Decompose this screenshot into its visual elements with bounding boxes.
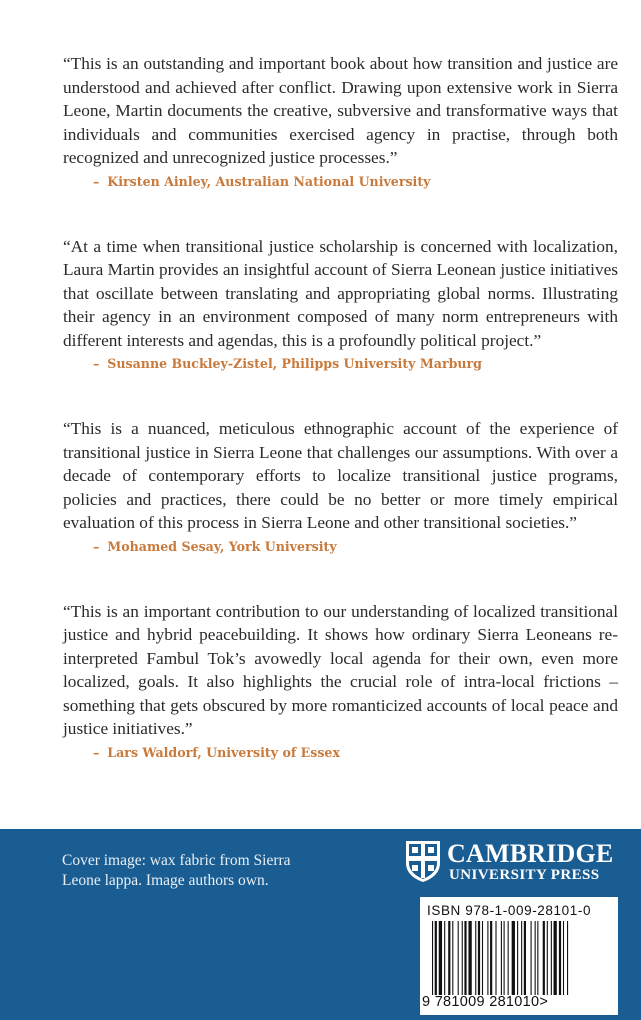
endorsement-text: “This is an outstanding and important book about how transition and justice are understood and achieved after conflict. Drawing upon extensive work in Sierra Leone, Martin documents the creative, subversive and transformative ways that individuals and communities exercised agency in practise, through both recognized and unrecognized justice processes.” [63, 54, 618, 167]
endorsement [63, 417, 618, 554]
publisher-subtitle: UNIVERSITY PRESS [449, 867, 600, 883]
publisher-logo [404, 839, 619, 891]
endorsement [63, 52, 618, 189]
endorsement-text: “This is a nuanced, meticulous ethnographic account of the experience of transitional justice in Sierra Leone that challenges our assumptions. With over a decade of contemporary efforts to localize transitional justice programs, policies and practices, there could be no better or more timely empirical evaluation of this process in Sierra Leone and other transitional societies.” [63, 419, 618, 532]
publisher-name: CAMBRIDGE [447, 839, 614, 868]
endorsement-author: – Mohamed Sesay, York University [93, 538, 337, 554]
endorsement [63, 235, 618, 372]
cover-footer [0, 829, 641, 1020]
barcode [420, 897, 618, 1015]
endorsement-author: – Lars Waldorf, University of Essex [93, 744, 340, 760]
endorsement-author: – Susanne Buckley-Zistel, Philipps University Marburg [93, 356, 482, 371]
cover-image-credit: Cover image: wax fabric from Sierra Leone lappa. Image authors own. [62, 852, 291, 889]
barcode-digits: 9 781009 281010> [422, 994, 549, 1010]
endorsements [63, 52, 618, 806]
endorsement [63, 600, 618, 760]
barcode-bars-icon [432, 921, 608, 995]
endorsement-author: – Kirsten Ainley, Australian National University [93, 173, 431, 189]
endorsement-text: “This is an important contribution to our understanding of localized transitional justice and hybrid peacebuilding. It shows how ordinary Sierra Leoneans re-interpreted Fambul Tok’s avowedly local agenda for their own, even more localized, goals. It also highlights the crucial role of intra-local frictions – something that gets obscured by more romanticized accounts of local peace and justice initiatives.” [63, 601, 618, 738]
isbn-label: ISBN 978-1-009-28101-0 [427, 903, 592, 918]
cambridge-crest-icon [404, 839, 442, 883]
endorsement-text: “At a time when transitional justice scholarship is concerned with localization, Laura Martin provides an insightful account of Sierra Leonean justice initiatives that oscillate between translating and appropriating global norms. Illustrating their agency in an environment composed of many norm entrepreneurs with different interests and agendas, this is a profoundly political project.” [63, 236, 618, 350]
